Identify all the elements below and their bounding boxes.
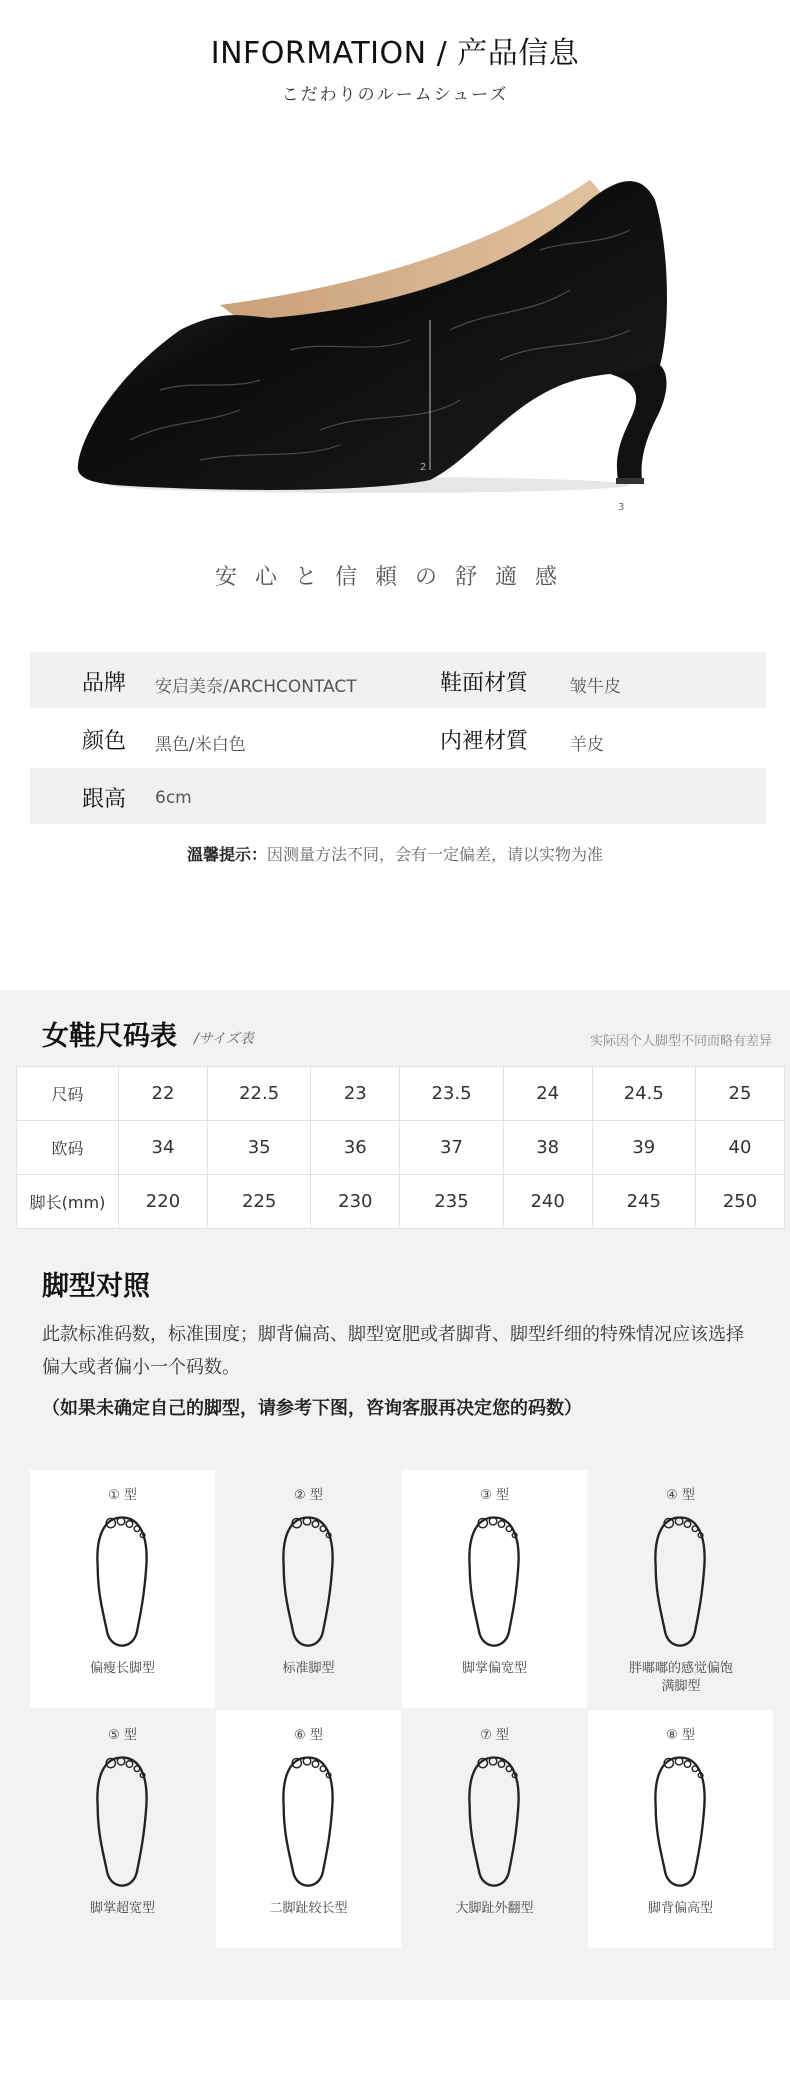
svg-text:3: 3 xyxy=(618,502,625,513)
foot-type-card xyxy=(588,1710,773,1948)
table-cell: 240 xyxy=(503,1175,592,1229)
shoe-image xyxy=(70,140,720,520)
foot-outline-icon xyxy=(72,1510,172,1655)
table-row-header: 尺码 xyxy=(17,1067,119,1121)
table-cell: 34 xyxy=(119,1121,208,1175)
foot-type-card-label: 偏瘦长脚型 xyxy=(89,1661,155,1676)
table-cell: 235 xyxy=(400,1175,503,1229)
spec-label-brand: 品牌 xyxy=(82,671,127,696)
table-cell: 36 xyxy=(311,1121,400,1175)
foot-outline-icon xyxy=(72,1750,172,1895)
table-row xyxy=(17,1067,785,1121)
spec-label-lining: 内裡材質 xyxy=(440,729,529,754)
table-cell: 24.5 xyxy=(592,1067,695,1121)
table-cell: 23 xyxy=(311,1067,400,1121)
table-row-header: 脚长(mm) xyxy=(17,1175,119,1229)
spec-value-heel: 6cm xyxy=(155,788,192,808)
foot-type-title: 脚型对照 xyxy=(42,1271,150,1302)
foot-type-card-label: 胖嘟嘟的感觉偏饱满脚型 xyxy=(628,1661,733,1694)
table-cell: 230 xyxy=(311,1175,400,1229)
page-title: INFORMATION / 产品信息 xyxy=(210,36,580,71)
size-chart-subtitle: /サイズ表 xyxy=(194,1031,254,1047)
foot-type-card-title: ④ 型 xyxy=(666,1488,695,1503)
table-cell: 22 xyxy=(119,1067,208,1121)
table-cell: 40 xyxy=(695,1121,784,1175)
foot-type-card-title: ⑥ 型 xyxy=(294,1728,323,1743)
foot-type-card xyxy=(30,1710,215,1948)
table-cell: 250 xyxy=(695,1175,784,1229)
foot-type-card-title: ③ 型 xyxy=(480,1488,509,1503)
table-cell: 25 xyxy=(695,1067,784,1121)
table-row xyxy=(17,1121,785,1175)
spec-label-color: 颜色 xyxy=(82,729,127,754)
table-cell: 23.5 xyxy=(400,1067,503,1121)
foot-type-card-label: 标准脚型 xyxy=(282,1661,335,1676)
foot-type-card-label: 二脚趾较长型 xyxy=(269,1901,348,1916)
foot-type-card xyxy=(402,1710,587,1948)
table-cell: 24 xyxy=(503,1067,592,1121)
foot-type-card xyxy=(30,1470,215,1708)
foot-type-card-label: 脚掌超宽型 xyxy=(89,1901,155,1916)
foot-type-description: 此款标准码数，标准围度；脚背偏高、脚型宽肥或者脚背、脚型纤细的特殊情况应该选择偏大或者偏小一个码数。 xyxy=(42,1324,744,1378)
spec-label-upper: 鞋面材質 xyxy=(440,671,529,696)
tagline: 安心と信頼の舒適感 xyxy=(214,565,575,590)
table-cell: 22.5 xyxy=(207,1067,310,1121)
spec-value-brand: 安启美奈/ARCHCONTACT xyxy=(155,677,357,697)
foot-outline-icon xyxy=(258,1750,358,1895)
table-cell: 220 xyxy=(119,1175,208,1229)
table-cell: 39 xyxy=(592,1121,695,1175)
spec-value-color: 黑色/米白色 xyxy=(155,735,246,755)
table-cell: 37 xyxy=(400,1121,503,1175)
foot-type-card xyxy=(588,1470,773,1708)
foot-type-card-title: ① 型 xyxy=(108,1488,137,1503)
size-chart-note: 实际因个人脚型不同而略有差异 xyxy=(589,1034,772,1049)
foot-outline-icon xyxy=(258,1510,358,1655)
foot-type-card-title: ⑦ 型 xyxy=(480,1728,509,1743)
foot-outline-icon xyxy=(630,1510,730,1655)
foot-type-card xyxy=(402,1470,587,1708)
page-subtitle: こだわりのルームシューズ xyxy=(281,85,509,105)
foot-outline-icon xyxy=(444,1510,544,1655)
table-cell: 35 xyxy=(207,1121,310,1175)
spec-value-lining: 羊皮 xyxy=(570,735,604,755)
foot-type-card-title: ⑤ 型 xyxy=(108,1728,137,1743)
spec-row-heel xyxy=(30,768,766,824)
foot-type-card-title: ② 型 xyxy=(294,1488,323,1503)
table-cell: 245 xyxy=(592,1175,695,1229)
table-row-header: 欧码 xyxy=(17,1121,119,1175)
foot-type-card xyxy=(216,1470,401,1708)
size-chart-title: 女鞋尺码表 xyxy=(42,1021,177,1052)
foot-type-card-label: 脚掌偏宽型 xyxy=(461,1661,527,1676)
table-cell: 38 xyxy=(503,1121,592,1175)
foot-outline-icon xyxy=(630,1750,730,1895)
spec-row-brand xyxy=(30,652,766,708)
tip-text: 因测量方法不同，会有一定偏差，请以实物为准 xyxy=(267,845,604,864)
measurement-tip xyxy=(0,842,790,865)
foot-outline-icon xyxy=(444,1750,544,1895)
spec-label-heel: 跟高 xyxy=(82,787,127,812)
foot-type-advice: （如果未确定自己的脚型，请参考下图，咨询客服再决定您的码数） xyxy=(42,1398,582,1419)
table-row xyxy=(17,1175,785,1229)
foot-type-card xyxy=(216,1710,401,1948)
spec-value-upper: 皱牛皮 xyxy=(570,677,621,697)
foot-type-card-label: 大脚趾外翻型 xyxy=(455,1901,534,1916)
foot-type-card-title: ⑧ 型 xyxy=(666,1728,695,1743)
spec-row-color xyxy=(30,710,766,766)
size-table xyxy=(16,1066,785,1229)
svg-text:2: 2 xyxy=(420,462,427,473)
tip-label: 溫馨提示： xyxy=(186,845,267,864)
foot-type-card-label: 脚背偏高型 xyxy=(647,1901,713,1916)
table-cell: 225 xyxy=(207,1175,310,1229)
